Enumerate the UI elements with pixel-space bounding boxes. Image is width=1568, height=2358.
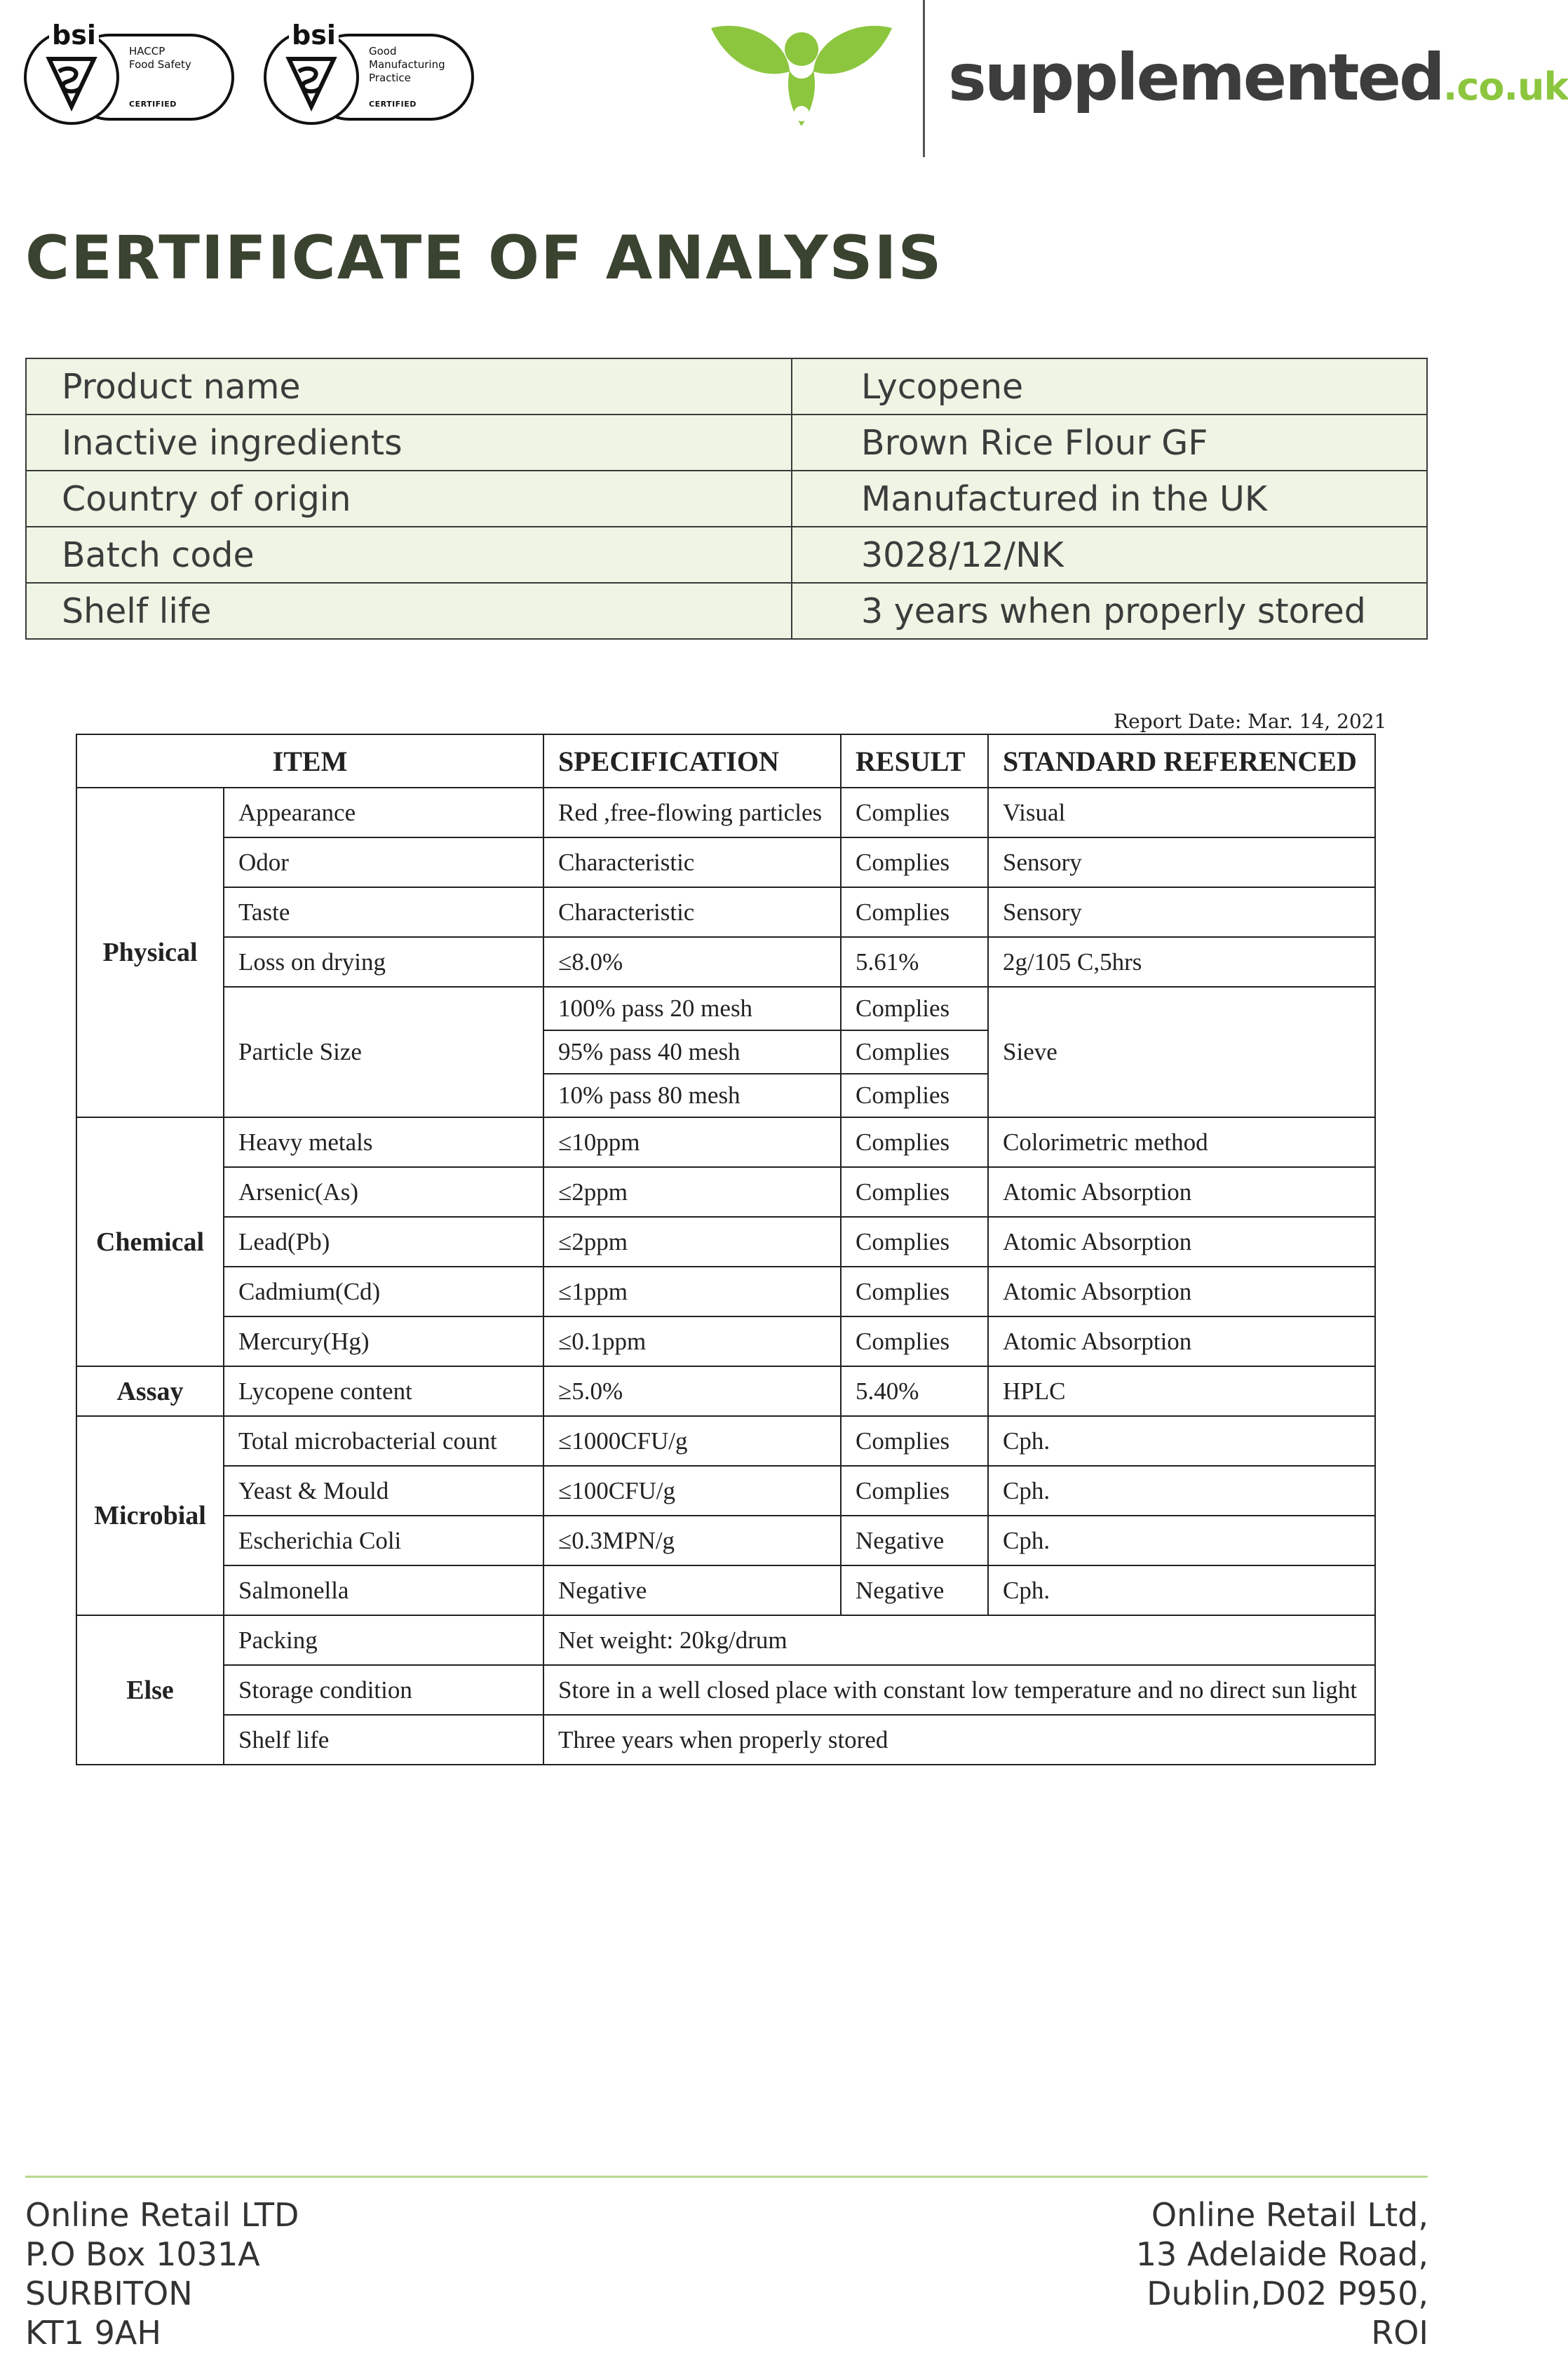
table-header-row xyxy=(76,734,1375,788)
spec-cell: Red ,free-flowing particles xyxy=(543,788,841,837)
column-header-item: ITEM xyxy=(76,734,543,788)
address-line: 13 Adelaide Road, xyxy=(1135,2235,1428,2273)
item-cell: Appearance xyxy=(224,788,543,837)
column-header-specification: SPECIFICATION xyxy=(543,734,841,788)
item-cell: Arsenic(As) xyxy=(224,1167,543,1217)
result-cell: Complies xyxy=(841,1217,988,1267)
spec-cell: ≤1000CFU/g xyxy=(543,1416,841,1466)
info-value: Manufactured in the UK xyxy=(792,471,1427,527)
table-row xyxy=(76,1316,1375,1366)
item-cell: Storage condition xyxy=(224,1665,543,1715)
info-label: Shelf life xyxy=(26,583,792,639)
standard-cell: HPLC xyxy=(988,1366,1375,1416)
table-row xyxy=(26,415,1427,471)
result-cell: Complies xyxy=(841,1466,988,1516)
address-line: SURBITON xyxy=(25,2275,193,2312)
spec-cell: ≤2ppm xyxy=(543,1217,841,1267)
column-header-result: RESULT xyxy=(841,734,988,788)
result-cell: Complies xyxy=(841,887,988,937)
uk-address xyxy=(25,2195,299,2352)
result-cell: Complies xyxy=(841,1167,988,1217)
item-cell: Lycopene content xyxy=(224,1366,543,1416)
item-cell: Lead(Pb) xyxy=(224,1217,543,1267)
table-row xyxy=(76,887,1375,937)
standard-cell: Colorimetric method xyxy=(988,1117,1375,1167)
item-cell: Particle Size xyxy=(224,987,543,1117)
standard-cell: Atomic Absorption xyxy=(988,1316,1375,1366)
table-row xyxy=(76,1715,1375,1765)
item-cell: Mercury(Hg) xyxy=(224,1316,543,1366)
spec-cell: ≤2ppm xyxy=(543,1167,841,1217)
analysis-table xyxy=(76,734,1376,1765)
spec-cell: ≤0.3MPN/g xyxy=(543,1516,841,1565)
leaf-logo-icon xyxy=(707,21,896,140)
spec-cell: ≤0.1ppm xyxy=(543,1316,841,1366)
standard-cell: Cph. xyxy=(988,1416,1375,1466)
table-row xyxy=(76,1565,1375,1615)
product-info-table xyxy=(25,358,1428,640)
result-cell: Complies xyxy=(841,1117,988,1167)
standard-cell: Visual xyxy=(988,788,1375,837)
spec-cell: 100% pass 20 mesh xyxy=(543,987,841,1030)
spec-cell: Characteristic xyxy=(543,887,841,937)
info-value: 3 years when properly stored xyxy=(792,583,1427,639)
item-cell: Total microbacterial count xyxy=(224,1416,543,1466)
result-cell: Complies xyxy=(841,1030,988,1074)
result-cell: Complies xyxy=(841,788,988,837)
spec-cell: ≤8.0% xyxy=(543,937,841,987)
standard-cell: Atomic Absorption xyxy=(988,1167,1375,1217)
table-row xyxy=(26,583,1427,639)
info-label: Country of origin xyxy=(26,471,792,527)
brand-wordmark xyxy=(948,39,1568,126)
kitemark-icon xyxy=(282,53,341,112)
badge-certified-label: CERTIFIED xyxy=(129,100,177,109)
spec-cell: 10% pass 80 mesh xyxy=(543,1074,841,1117)
brand-domain: .co.uk xyxy=(1442,65,1568,109)
standard-cell: Sensory xyxy=(988,887,1375,937)
category-assay: Assay xyxy=(76,1366,224,1416)
table-row xyxy=(26,358,1427,415)
category-else: Else xyxy=(76,1615,224,1765)
standard-cell: Cph. xyxy=(988,1516,1375,1565)
spec-cell: Three years when properly stored xyxy=(543,1715,1375,1765)
info-label: Inactive ingredients xyxy=(26,415,792,471)
table-row xyxy=(76,1665,1375,1715)
table-row xyxy=(26,527,1427,583)
item-cell: Salmonella xyxy=(224,1565,543,1615)
page-title: CERTIFICATE OF ANALYSIS xyxy=(25,223,943,293)
category-microbial: Microbial xyxy=(76,1416,224,1615)
item-cell: Shelf life xyxy=(224,1715,543,1765)
table-row xyxy=(76,1117,1375,1167)
result-cell: Complies xyxy=(841,1316,988,1366)
standard-cell: Sensory xyxy=(988,837,1375,887)
haccp-certification-badge xyxy=(24,20,234,132)
table-row xyxy=(76,788,1375,837)
badge-title: HACCP Food Safety xyxy=(129,45,191,71)
table-row xyxy=(76,837,1375,887)
spec-cell: Negative xyxy=(543,1565,841,1615)
item-cell: Cadmium(Cd) xyxy=(224,1267,543,1316)
result-cell: Complies xyxy=(841,987,988,1030)
standard-cell: Sieve xyxy=(988,987,1375,1117)
address-line: P.O Box 1031A xyxy=(25,2235,260,2273)
category-physical: Physical xyxy=(76,788,224,1117)
spec-cell: ≥5.0% xyxy=(543,1366,841,1416)
item-cell: Odor xyxy=(224,837,543,887)
standard-cell: 2g/105 C,5hrs xyxy=(988,937,1375,987)
table-row xyxy=(76,1466,1375,1516)
spec-cell: ≤10ppm xyxy=(543,1117,841,1167)
result-cell: Negative xyxy=(841,1516,988,1565)
spec-cell: Characteristic xyxy=(543,837,841,887)
item-cell: Packing xyxy=(224,1615,543,1665)
badge-certified-label: CERTIFIED xyxy=(369,100,417,109)
brand-name: supplemented xyxy=(948,40,1443,115)
ireland-address xyxy=(1136,2195,1428,2352)
address-line: Online Retail LTD xyxy=(25,2196,299,2234)
kitemark-icon xyxy=(42,53,101,112)
item-cell: Heavy metals xyxy=(224,1117,543,1167)
table-row xyxy=(76,1416,1375,1466)
spec-cell: ≤1ppm xyxy=(543,1267,841,1316)
spec-cell: 95% pass 40 mesh xyxy=(543,1030,841,1074)
result-cell: Complies xyxy=(841,1267,988,1316)
info-label: Batch code xyxy=(26,527,792,583)
table-row xyxy=(76,1217,1375,1267)
result-cell: Complies xyxy=(841,1074,988,1117)
standard-cell: Atomic Absorption xyxy=(988,1217,1375,1267)
table-row xyxy=(76,1516,1375,1565)
spec-cell: Net weight: 20kg/drum xyxy=(543,1615,1375,1665)
category-chemical: Chemical xyxy=(76,1117,224,1366)
table-row xyxy=(76,987,1375,1030)
result-cell: Complies xyxy=(841,837,988,887)
table-row xyxy=(76,937,1375,987)
table-row xyxy=(76,1615,1375,1665)
header-divider xyxy=(923,0,925,157)
info-value: 3028/12/NK xyxy=(792,527,1427,583)
result-cell: Negative xyxy=(841,1565,988,1615)
footer-divider xyxy=(25,2176,1428,2178)
table-row xyxy=(76,1366,1375,1416)
table-row xyxy=(26,471,1427,527)
badge-title: Good Manufacturing Practice xyxy=(369,45,445,84)
info-value: Lycopene xyxy=(792,358,1427,415)
result-cell: 5.61% xyxy=(841,937,988,987)
table-row xyxy=(76,1267,1375,1316)
item-cell: Taste xyxy=(224,887,543,937)
result-cell: Complies xyxy=(841,1416,988,1466)
bsi-logo-text: bsi xyxy=(289,21,339,49)
item-cell: Loss on drying xyxy=(224,937,543,987)
table-row xyxy=(76,1167,1375,1217)
spec-cell: ≤100CFU/g xyxy=(543,1466,841,1516)
item-cell: Escherichia Coli xyxy=(224,1516,543,1565)
item-cell: Yeast & Mould xyxy=(224,1466,543,1516)
result-cell: 5.40% xyxy=(841,1366,988,1416)
address-line: KT1 9AH xyxy=(25,2314,161,2352)
info-label: Product name xyxy=(26,358,792,415)
standard-cell: Cph. xyxy=(988,1565,1375,1615)
report-date: Report Date: Mar. 14, 2021 xyxy=(1114,710,1387,733)
address-line: Dublin,D02 P950, xyxy=(1147,2275,1428,2312)
gmp-certification-badge xyxy=(264,20,474,132)
address-line: Online Retail Ltd, xyxy=(1151,2196,1428,2234)
spec-cell: Store in a well closed place with constant low temperature and no direct sun light xyxy=(543,1665,1375,1715)
standard-cell: Cph. xyxy=(988,1466,1375,1516)
address-line: ROI xyxy=(1371,2314,1428,2352)
column-header-standard: STANDARD REFERENCED xyxy=(988,734,1375,788)
bsi-logo-text: bsi xyxy=(49,21,99,49)
standard-cell: Atomic Absorption xyxy=(988,1267,1375,1316)
info-value: Brown Rice Flour GF xyxy=(792,415,1427,471)
